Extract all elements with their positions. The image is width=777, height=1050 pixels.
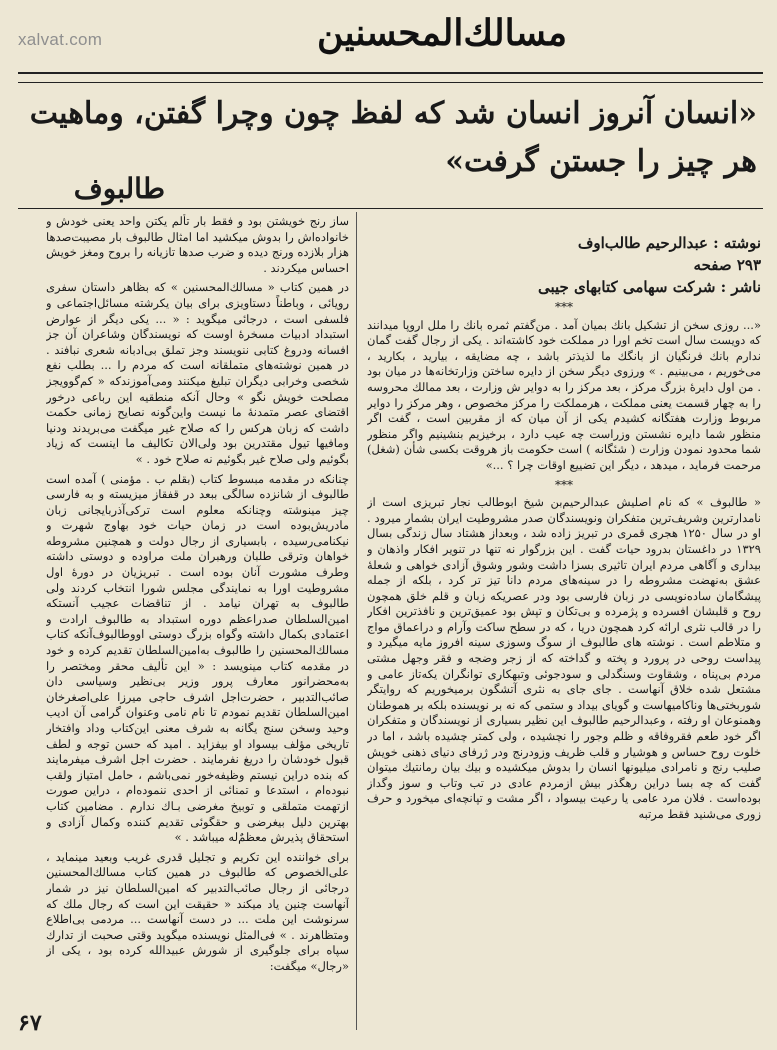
paragraph: چنانکه در مقدمه مبسوط کتاب (بقلم ب . مؤمنی ) آمده است طالبوف از شانزده سالگی ببعد در قفقاز میزیسته و به فارسی چیز مینوشته وچنانکه معلوم است ترکی‌آذربایجانی زبان مادریش‌بوده است در زمان حیات خود بهاوج شهرت و نیکنامی‌رسیده ، بابسیاری از رجال دولت و همچنین مشروطه خواهان وترقی طلبان ورهبران ملت مراوده و دوستی داشته وطرف مشورت آنان بوده است . تبریزیان در دورهٔ اول مشروطیت اورا به نمایندگی مجلس شورا انتخاب کردند ولی طالبوف به تهران نیامد . از تناقضات عجیب آنستکه امین‌السلطان صدراعظم دوره استبداد به طالبوف ارادت و اعتمادی بکمال داشته وگواه بزرگ دوستی اووطالبوف‌آنکه کتاب مسالك‌المحسنین را طالبوف به‌امین‌السلطان تقدیم کرده و خود در مقدمه کتاب مینویسد : « این تألیف محقر ومختصر را به‌محضرانور معارف پرور وزیر بی‌نظیر وسیاسی دان صائب‌التدبیر ، حضرت‌اجل اشرف حاجی میرزا علی‌اصغرخان امین‌السلطان تقدیم نمودم تا نام نامی وعنوان گرامی آن ادیب وحید وسخن سنج یگانه به شرف معنی این‌کتاب وداد وافتخار تاریخی مؤلف بیسواد او بیفزاید . امید که حسن توجه و لطف قبول خودشان را دریغ نفرمایند . حضرت اجل اشرف میفرمایند که بنده دراین نیستم وظیفه‌خور نمی‌باشم ، حامل امتیاز ولقب نبوده‌ام ، استدعا و تمنائی از احدی ننموده‌ام ، دراین صورت ازتهمت متملقی و توبیخ مغرضی بـاك ندارم . مضامین کتاب بهترین دلیل بیغرضی و حقگوئی تقدیم کننده وکمال آزادی و استحقاق پذیرش معظمٌ‌له میباشد . » <box>46 471 349 845</box>
watermark: xalvat.com <box>18 30 103 49</box>
left-column <box>46 214 349 1030</box>
paragraph: در همین کتاب « مسالك‌المحسنین » که بظاهر داستان سفری رویائی ، وباطناً دستاویزی برای بیان یکرشته مسائل‌اجتماعی و فلسفی است ، درجائی میگوید : « ... یکی دیگر از عوارض استبداد ادبیات مسخرهٔ اوست که نویسندگان وشاعران آن جز افسانه ودروغ کتابی ننویسند وجز تملق بی‌ادبانه شعری نبافند . در همین نوشته‌های متملقانه است که مردم را ... بطلب نفع شخصی وخرابی دیگران تبلیغ میکنند ومی‌آموزندکه « کم‌گوویجز مصلحت خویش نگو » وحال آنکه منطقیه این رباعی درخور اقتضای عصر متمدنهٔ ما نیست واین‌گونه نصایح زمانی حکمت داشت که زبان هرکس را که صلاح غیر میگفت می‌بریدند ودنیا ومافیها تیول مقتدرین بود ولی‌الان تکالیف ما اینست که زیاد بگوئیم ولی صلاح غیر بگوئیم نه صلاح خود . » <box>46 280 349 466</box>
book-author: نوشته : عبدالرحیم طالب‌اوف <box>577 234 761 252</box>
article-headline: «انسان آنروز انسان شد که لفظ چون وچرا گفتن، وماهیت هر چیز را جستن گرفت» <box>29 96 757 179</box>
section-separator: *** <box>555 300 573 314</box>
book-pages: ۲۹۳ صفحه <box>693 256 761 274</box>
column-divider <box>356 212 357 1030</box>
paragraph: «... روزی سخن از تشکیل بانك بمیان آمد . من‌گفتم ثمره بانك را ملل اروپا میدانند که دویست سال است تخم اورا در مملکت خود کاشته‌اند . یکی از رجال گفت گمان ندارم بانك فرنگیان از بانگك ما لذیذتر باشد ، چه مضایقه ، بیارید ، بکارید ، می‌خوریم ، می‌بینیم . » ورزوی دیگر سخن از دایره ساختن وزارتخانه‌ها در میان بود . من اول دایرهٔ بزرگ مرکز ، بعد مرکز را به دوایر ش وزارت ، بعد ممالك محروسه را به چهار قسمت یعنی مملکت ، هرمملکت را مرکز مخصوص ، وهر مرکز را دوایر مربوط وزارت هفتگانه کشیدم یکی از آن میان که از مقربین است ، گفت اگر منظور شما دایره نشستن وزراست چه عیب دارد ، برخیزیم بنشینیم واگر منظور شما محدود نمودن وزارت ( شئگانه ) است حکومت باز هروقت بکسی شأن (شغل) مرحمت فرماید ، میدهد ، دیگر این تضییع اوقات چرا ؟ ...» <box>367 317 761 472</box>
headline-rule <box>18 208 763 209</box>
page-number: ۶۷ <box>18 1010 42 1036</box>
paragraph: ساز رنج خویشتن بود و فقط بار تألم یکتن واحد یعنی خودش و خانواده‌اش را بدوش میکشید اما امثال طالبوف بار مصیبت‌صدها هزار بلازده ورنج دیده و ضرب صدها تازیانه را بروح ومغز خویش احساس میکردند . <box>46 214 349 275</box>
paragraph: برای خواننده این تکریم و تجلیل قدری غریب وبعید مینماید ، علی‌الخصوص که طالبوف در همین کتاب مسالك‌المحسنین درجائی از رجال صائب‌التدبیر که امین‌السلطان نیز در شمار آنهاست چنین یاد میکند « حقیقت این است که رجال ملك که سرنوشت این ملت ... در دست آنهاست ... مردمی بی‌اطلاع ومتظاهرند . » فی‌المثل نویسنده میگوید وقتی صحبت از تدارك سپاه برای جلوگیری از شورش عبیدالله کرده بود ، یکی از «رجال» میگفت: <box>46 849 349 973</box>
top-rule <box>18 72 763 74</box>
top-rule-thin <box>18 82 763 83</box>
section-masthead: مسالك‌المحسنين <box>317 12 567 54</box>
article-byline: طالبوف <box>73 172 165 205</box>
paragraph: « طالبوف » که نام اصلیش عبدالرحیم‌بن شیخ ابوطالب نجار تبریزی است از نامدارترین وشریف‌ترین متفکران ونویسندگان صدر مشروطیت ایران بشمار میرود . او در سال ۱۲۵۰ هجری قمری در تبریز زاده شد ، وبعداز هشتاد سال زندگی بسال ۱۳۲۹ در داغستان بدرود حیات گفت . این بزرگوار نه تنها در تنویر افکار واذهان و بیداری و آگاهی مردم ایران تاثیری بسزا داشت وشور وشوق آزادی خواهی و شعلهٔ عشق به‌نهضت مشروطه را در سینه‌های مردم دانا تیز تر کرد ، بلکه از جمله پیشگامان ساده‌نویسی در زبان فارسی بود ودر عصریکه زبان و قلم خلق همچون روح و قلبشان افسرده و پژمرده و بی‌تکان و تپش بود عمیق‌ترین و نافذترین افکار را در قالب نثری ارائه کرد همچون دریا ، که در سطح ساکت وآرام و دراعماق مواج و متلاطم است . نوشته های طالبوف از سوگ وسوزی سینه افروز مایه میگیرد و پیداست روحی در پرورد و پخته و گداخته که از زجر وضجه و فقر وجهل مشتی مردم بی‌پناه ، وشقاوت وسنگدلی و سودجوئی وتبهکاری توانگران یکه‌تاز عامی و مشتعل شده خلاق آنهاست . جای جای به نثری آتشگون برمیخوریم که روایتگر شوربختی‌ها وناکامیهاست و گویای بیداد و ستمی که نه بر نویسنده بلکه بر هموطنان وهمنوعان او رفته ، وعبدالرحیم طالبوف این نظیر بسیاری از نویسندگان و متفکران اگر خود طعم فقروفاقه و ظلم وجور را نچشیده ، ولی کمتر چشیده باشد ، اما در خلوت روح حساس و هوشیار و قلب ظریف وزودرنج ودر ژرفای دنیای ذهنی خویش صلیب رنج و نامرادی میلیونها انسان را بدوش میکشیده و بیك بیان رمانتیك میتوان گفت که چه بسا دراین رهگذر بیش ازمردم عادی در تب وتاب و سوز وگداز بوده‌است . فلان مرد عامی یا رعیت بیسواد ، اگر مشت و تپانچه‌ای میخورد و حرف زوری می‌شنید فقط مرتبه <box>367 495 761 821</box>
right-column <box>367 232 761 1032</box>
section-separator: *** <box>555 477 573 492</box>
book-publisher: ناشر : شرکت سهامی کتابهای جیبی <box>537 278 761 296</box>
